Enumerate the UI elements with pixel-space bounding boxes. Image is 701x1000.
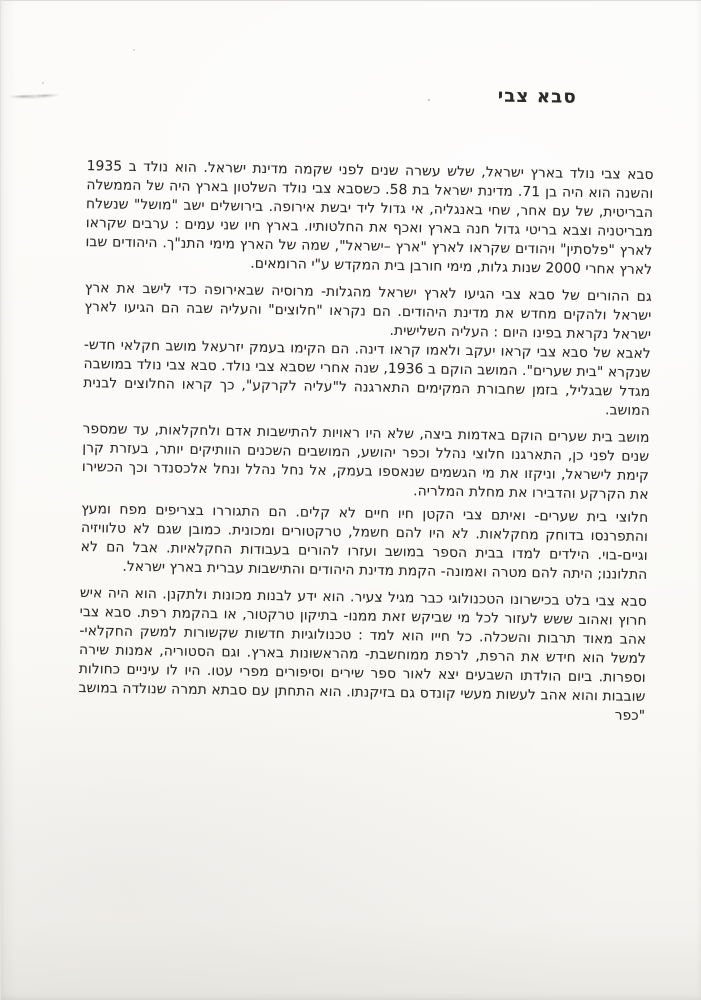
document-content <box>78 79 655 734</box>
document-body <box>78 157 654 726</box>
paragraph-4: מושב בית שערים הוקם באדמות ביצה, שלא היו ראויות להתישבות אדם ולחקלאות, עד שמספר שנים לפני כן, התארגנו חלוצי נהלל וכפר יהושע, המושבים השכנים הוותיקים יותר, בעזרת קרן קימת לישראל, וניקזו את מי הגשמים שנאספו בעמק, אל נחל נהלל ונחל אלכסנדר וכך הכשירו את הקרקע והדבירו את מחלת המלריה. <box>81 421 650 503</box>
pencil-smudge-mark <box>9 91 59 100</box>
ink-speck <box>133 49 135 51</box>
page-title: סבא צבי <box>497 85 578 108</box>
paragraph-5: חלוצי בית שערים- ואיתם צבי הקטן חיו חיים לא קלים. הם התגוררו בצריפים מפח ומעץ והתפרנסו בדוחק מחקלאות. לא היו להם חשמל, טרקטורים ומכונית. כמובן שגם לא טלוויזיה וגיים-בוי. הילדים למדו בבית הספר במושב ועזרו להורים בעבודות החקלאיות. אבל הם לא התלוננו; היתה להם מטרה ואמונה- הקמת מדינת היהודים והתישבות עברית בארץ ישראל. <box>80 501 649 583</box>
paragraph-6: סבא צבי בלט בכישרונו הטכנולוגי כבר מגיל צעיר. הוא ידע לבנות מכונות ולתקנן. הוא היה איש חרוץ ואהוב ששש לעזור לכל מי שביקש זאת ממנו- בתיקון טרקטור, או בהקמת רפת. סבא צבי אהב מאוד תרבות והשכלה. כל חייו הוא למד : טכנולוגיות חדשות שקשורות למשק החקלאי- למשל הוא חידש את הרפת, לרפת ממוחשבת- מהראשונות בארץ. וגם הסטוריה, אמנות שירה וספרות. ביום הולדתו השבעים יצא לאור ספר שירים וסיפורים מפרי עטו. היו לו עיניים כחולות שובבות והוא אהב לעשות מעשי קונדס גם בזיקנתו. הוא התחתן עם סבתא תמרה שנולדה במושב "כפר <box>78 585 648 724</box>
paragraph-2: גם ההורים של סבא צבי הגיעו לארץ ישראל מהגלות- מרוסיה שבאירופה כדי לישב את ארץ ישראל ולהקים מחדש את מדינת היהודים. הם נקראו "חלוצים" והעליה שבה הם הגיעו לארץ ישראל נקראת בפינו היום : העליה השלישית. <box>84 280 652 343</box>
ink-speck <box>42 82 44 84</box>
paragraph-1: סבא צבי נולד בארץ ישראל, שלש עשרה שנים לפני שקמה מדינת ישראל. הוא נולד ב 1935 והשנה הוא היה בן 71. מדינת ישראל בת 58. כשסבא צבי נולד השלטון בארץ היה של הממשלה הבריטית, של עם אחר, שחי באנגליה, אי גדול ליד יבשת אירופה. בירושלים ישב "מושל" שנשלח מבריטניה וצבא בריטי גדול חנה בארץ ואכף את החלטותיו. בארץ חיו שני עמים : ערבים שקראו לארץ "פלסתין" ויהודים שקראו לארץ "ארץ –ישראל", שמה של הארץ מימי התנ"ך. היהודים שבו לארץ אחרי 2000 שנות גלות, מימי חורבן בית המקדש ע"י הרומאים. <box>85 158 654 278</box>
paragraph-3: לאבא של סבא צבי קראו יעקב ולאמו קראו דינה. הם הקימו בעמק יזרעאל מושב חקלאי חדש- שנקרא "בית שערים". המושב הוקם ב 1936, שנה אחרי שסבא צבי נולד. סבא צבי נולד במושבה מגדל שבגליל, בזמן שחבורת המקימים התארגנה ל"עליה לקרקע", כך קראו החלוצים לבנית המושב. <box>83 337 651 419</box>
